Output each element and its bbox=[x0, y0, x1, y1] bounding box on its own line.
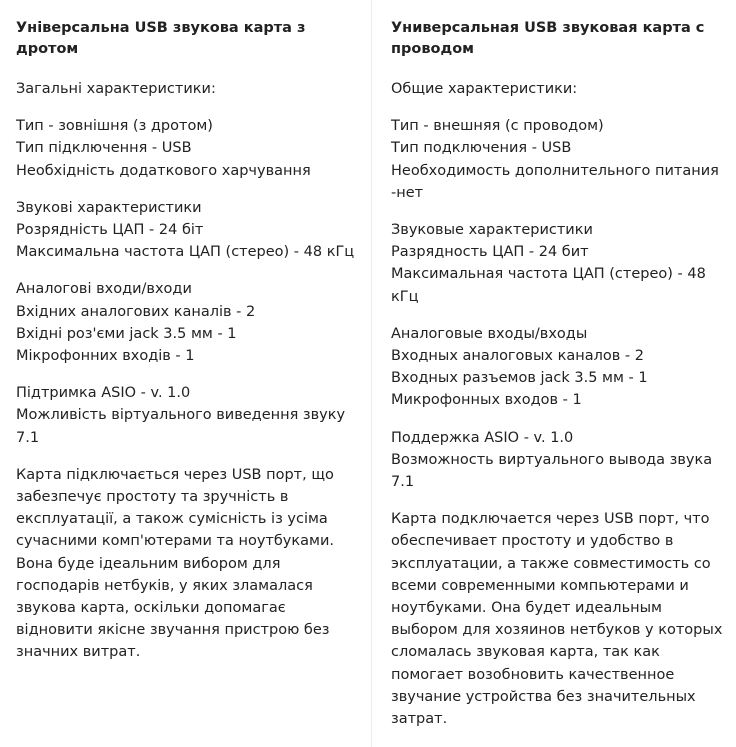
left-title: Універсальна USB звукова карта з дротом bbox=[16, 20, 306, 57]
right-connection: Тип подключения - USB bbox=[391, 140, 572, 157]
right-general-heading: Общие характеристики: bbox=[391, 81, 578, 97]
right-analog-heading: Аналоговые входы/входы bbox=[391, 325, 588, 342]
right-analog-channels: Входных аналоговых каналов - 2 bbox=[391, 348, 644, 365]
right-asio-specs bbox=[391, 427, 724, 494]
left-analog-heading: Аналогові входи/входи bbox=[16, 281, 192, 298]
left-general-specs bbox=[16, 115, 357, 182]
right-sound-specs bbox=[391, 219, 724, 308]
right-title: Универсальная USB звуковая карта с проводом bbox=[391, 20, 705, 57]
left-asio-specs bbox=[16, 382, 357, 449]
left-analog-specs bbox=[16, 278, 357, 367]
right-description: Карта подключается через USB порт, что обеспечивает простоту и удобство в эксплуатации, а также совместимость со всеми современными компьютерами и ноутбуками. Она будет идеальным выбором для хозяинов нетбуков у которых сломалась звуковая карта, так как помогает возобновить качественное звучание устройства без значительных затрат. bbox=[391, 511, 723, 728]
right-asio: Поддержка ASIO - v. 1.0 bbox=[391, 429, 574, 446]
right-sound-heading: Звуковые характеристики bbox=[391, 222, 593, 239]
left-jack: Вхідні роз'єми jack 3.5 мм - 1 bbox=[16, 325, 237, 342]
left-virtual: Можливість віртуального виведення звуку 7.1 bbox=[16, 407, 346, 446]
left-analog-channels: Вхідних аналогових каналів - 2 bbox=[16, 303, 256, 320]
left-asio: Підтримка ASIO - v. 1.0 bbox=[16, 385, 191, 402]
right-general-specs bbox=[391, 115, 724, 204]
left-general-block bbox=[16, 78, 357, 100]
right-power: Необходимость дополнительного питания -нет bbox=[391, 162, 719, 201]
left-dac-freq: Максимальна частота ЦАП (стерео) - 48 кГц bbox=[16, 244, 355, 261]
left-general-heading: Загальні характеристики: bbox=[16, 81, 216, 97]
right-mic: Микрофонных входов - 1 bbox=[391, 392, 582, 409]
left-dac-depth: Розрядність ЦАП - 24 біт bbox=[16, 222, 204, 239]
left-connection: Тип підключення - USB bbox=[16, 140, 192, 157]
left-sound-specs bbox=[16, 197, 357, 264]
right-type: Тип - внешняя (с проводом) bbox=[391, 118, 604, 135]
right-analog-specs bbox=[391, 323, 724, 412]
left-type: Тип - зовнішня (з дротом) bbox=[16, 118, 213, 135]
right-dac-depth: Разрядность ЦАП - 24 бит bbox=[391, 244, 589, 261]
right-dac-freq: Максимальная частота ЦАП (стерео) - 48 кГц bbox=[391, 266, 706, 305]
right-jack: Входных разъемов jack 3.5 мм - 1 bbox=[391, 370, 648, 387]
russian-column bbox=[372, 0, 736, 747]
left-mic: Мікрофонних входів - 1 bbox=[16, 348, 195, 365]
right-virtual: Возможность виртуального вывода звука 7.1 bbox=[391, 451, 713, 491]
left-sound-heading: Звукові характеристики bbox=[16, 199, 202, 216]
right-general-block bbox=[391, 78, 724, 100]
left-power: Необхідність додаткового харчування bbox=[16, 162, 311, 179]
left-description: Карта підключається через USB порт, що забезпечує простоту та зручність в експлуатації, а також сумісність із усіма сучасними комп'ютерами та ноутбуками. Вона буде ідеальним вибором для господарів нетбуків, у яких зламалася звукова карта, оскільки допомагає відновити якісне звучання пристрою без значних витрат. bbox=[16, 466, 334, 661]
